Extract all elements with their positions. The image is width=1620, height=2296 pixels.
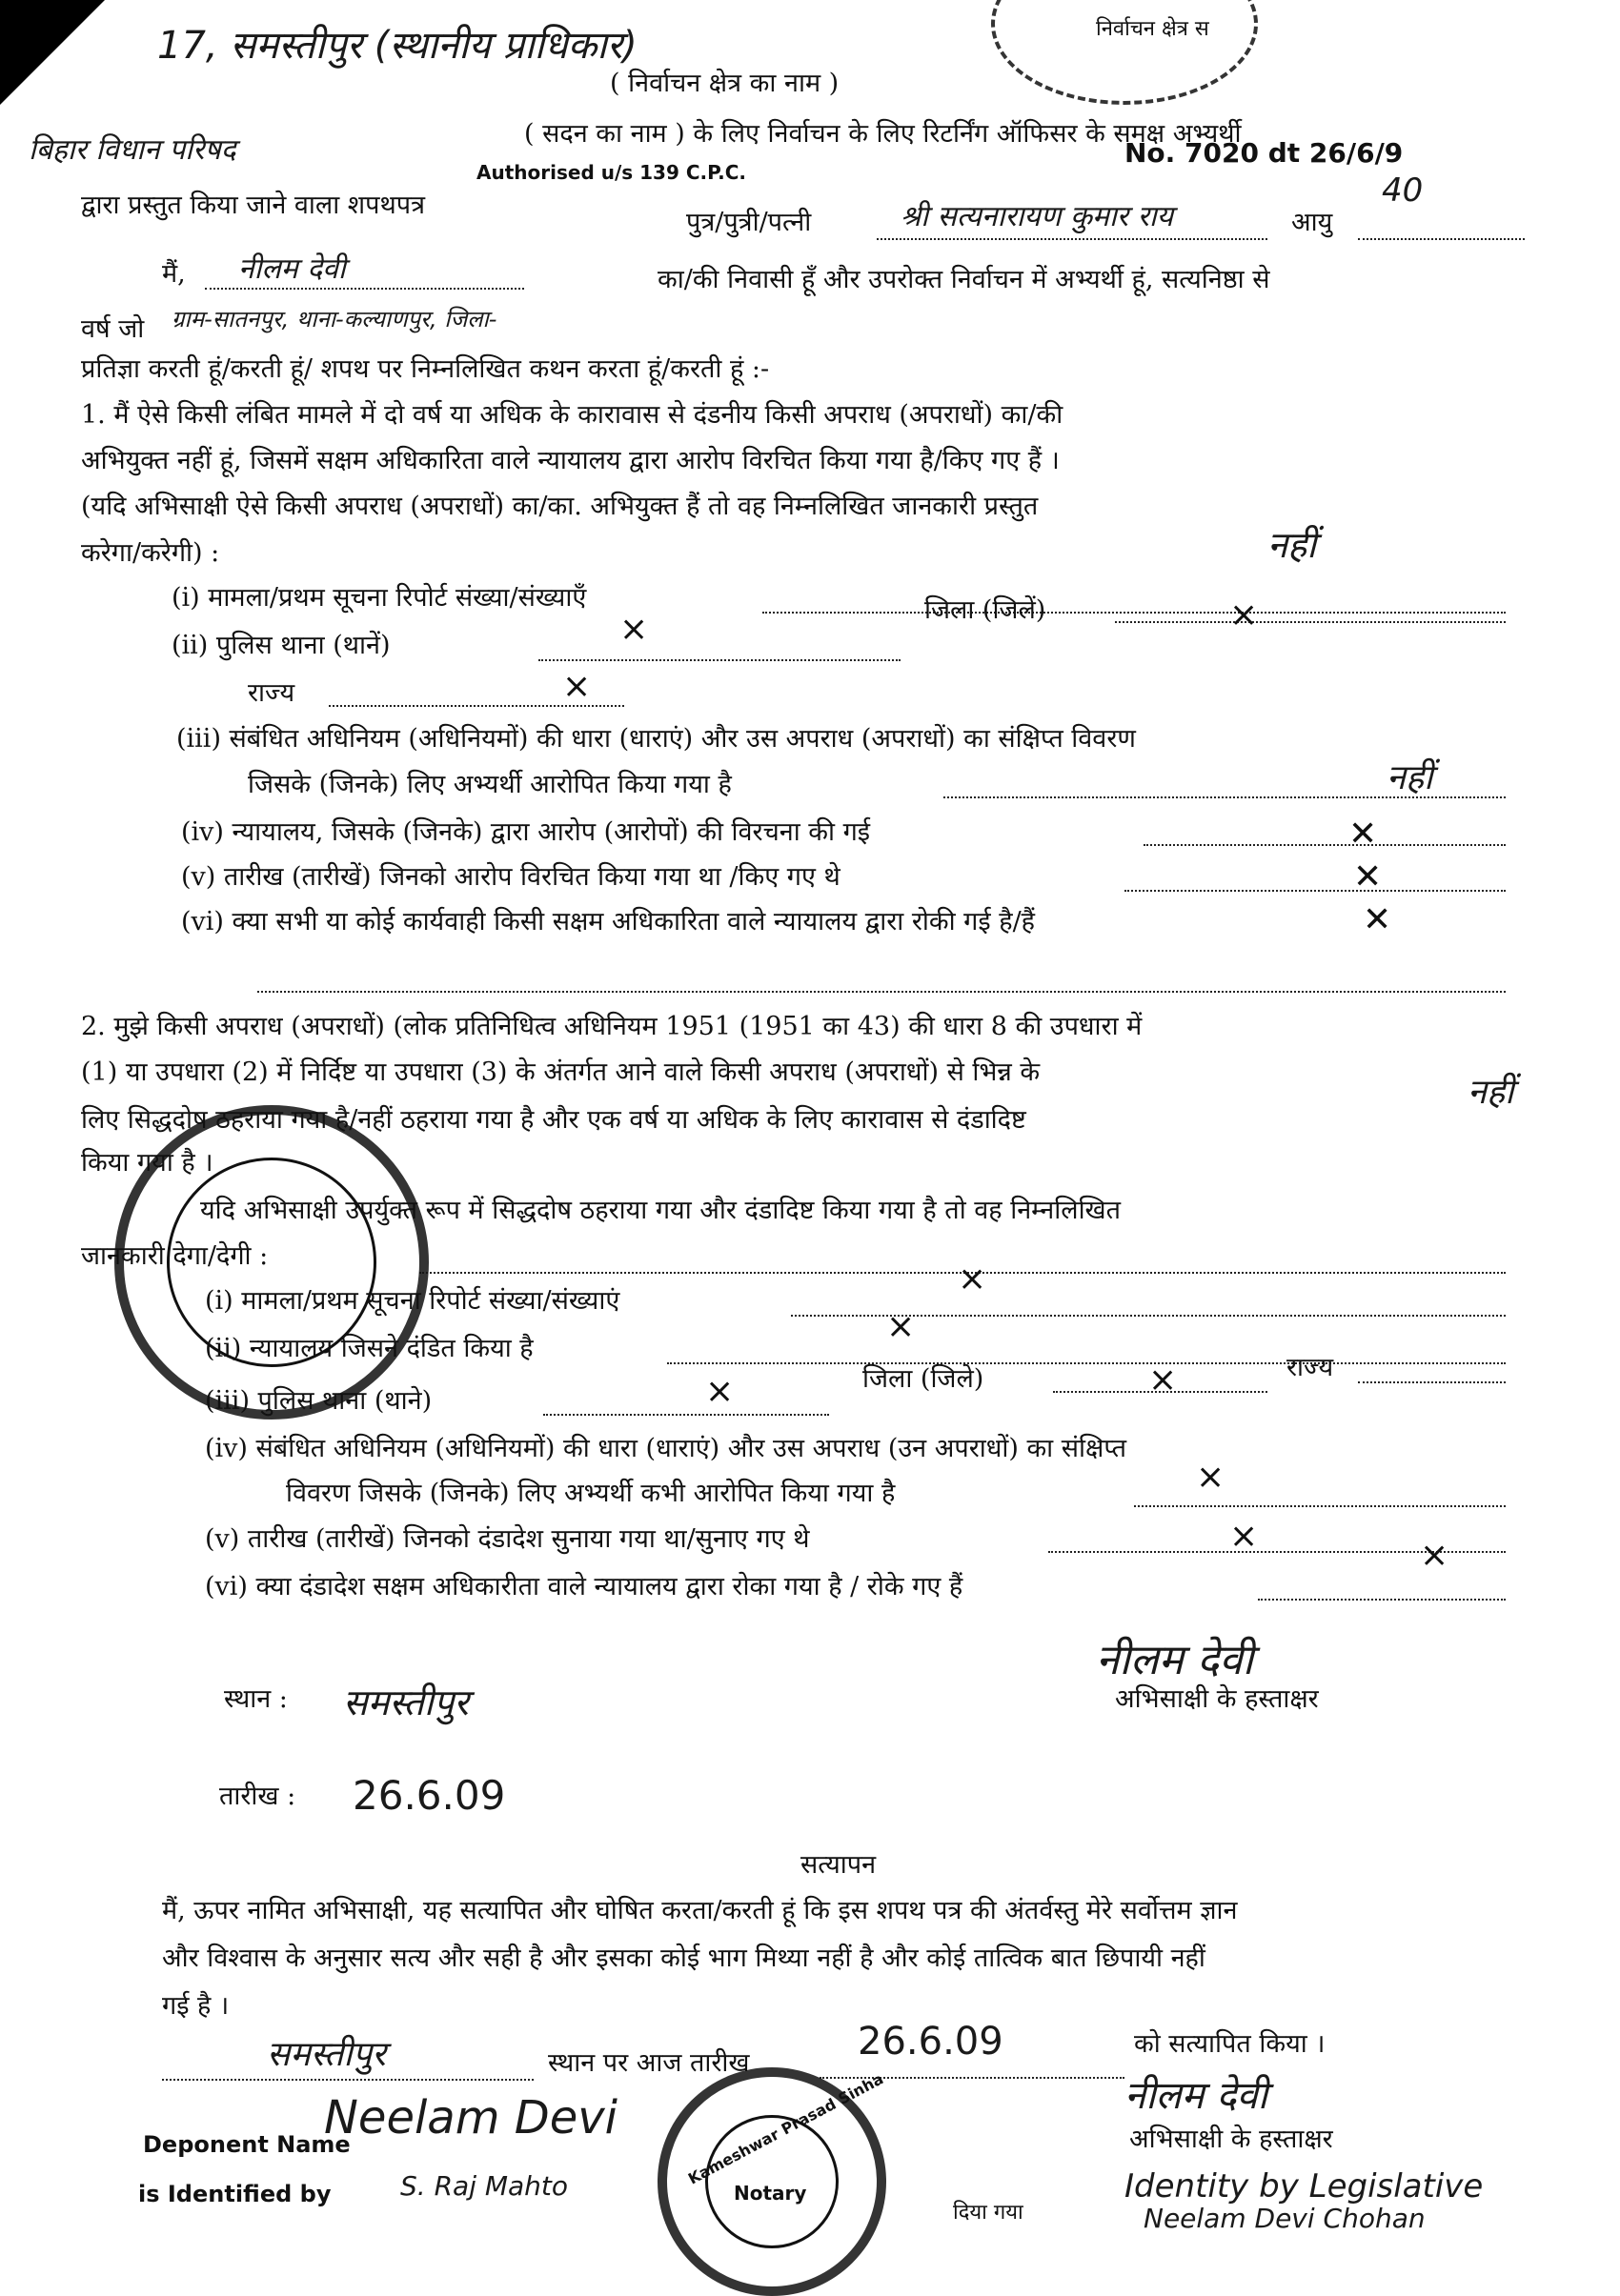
sec2-item-iv-a: (iv) संबंधित अधिनियम (अधिनियमों) की धारा (धाराएं) और उस अपराध (उन अपराधों) का संक्षिप्त [205, 1434, 1127, 1463]
sec2-item-v: (v) तारीख (तारीखें) जिनको दंडादेश सुनाया गया था/सुनाए गए थे [205, 1524, 810, 1554]
sec1-intro-3: (यदि अभिसाक्षी ऐसे किसी अपराध (अपराधों) का/का. अभियुक्त हैं तो वह निम्नलिखित जानकारी प्रस्तुत [81, 492, 1039, 521]
sec2-item-i: (i) मामला/प्रथम सूचना रिपोर्ट संख्या/संख्याएं [205, 1286, 620, 1316]
sec1-district-dotline [1115, 621, 1506, 623]
cross-mark: ⨯ [619, 610, 649, 649]
years-label: वर्ष जो [81, 314, 145, 344]
date-label: तारीख : [219, 1782, 296, 1811]
cross-mark: ✕ [1363, 900, 1392, 939]
name-dotline [205, 288, 524, 290]
cross-mark: ⨯ [1420, 1536, 1449, 1575]
sec2-item-iv-b: विवरण जिसके (जिनके) लिए अभ्यर्थी कभी आरोपित किया गया है [286, 1479, 896, 1508]
house-line: ( सदन का नाम ) के लिए निर्वाचन के लिए रिटर्निंग ऑफिसर के समक्ष अभ्यर्थी [524, 119, 1242, 149]
verification-p1: मैं, ऊपर नामित अभिसाक्षी, यह सत्यापित और घोषित करता/करती हूं कि इस शपथ पत्र की अंतर्वस्तु मेरे सर्वोत्तम ज्ञान [162, 1896, 1238, 1925]
sec1-item-v: (v) तारीख (तारीखें) जिनको आरोप विरचित किया गया था /किए गए थे [181, 862, 840, 892]
address-handwritten: ग्राम-सातनपुर, थाना-कल्याणपुर, जिला- [172, 306, 497, 332]
sec2-state-dotline [1358, 1381, 1506, 1383]
sec1-item-v-dotline [1124, 890, 1506, 892]
guardian-label: पुत्र/पुत्री/पत्नी [686, 208, 812, 237]
cross-mark: ✕ [1348, 815, 1378, 854]
verification-p2: और विश्वास के अनुसार सत्य और सही है और इसका कोई भाग मिथ्या नहीं है और कोई तात्विक बात छिपायी नहीं [162, 1944, 1205, 1973]
sec2-district: जिला (जिले) [862, 1364, 984, 1394]
verification-title: सत्यापन [800, 1850, 877, 1880]
authorised-stamp: Authorised u/s 139 C.P.C. [476, 161, 746, 184]
sec2-line-2: 2. मुझे किसी अपराध (अपराधों) (लोक प्रतिनिधित्व अधिनियम 1951 (1951 का 43) की धारा 8 की उपधारा में [81, 1012, 1143, 1041]
cross-mark: ⨯ [705, 1372, 735, 1411]
identity-handwritten: Identity by Legislative [1124, 2167, 1484, 2205]
cross-mark: ✕ [1353, 857, 1383, 896]
place-label: स्थान : [224, 1684, 288, 1714]
sec1-item-vi-dotline [257, 991, 1506, 993]
verification-date-handwritten: 26.6.09 [858, 2020, 1003, 2064]
sec2-line-5: किया गया है । [81, 1148, 213, 1178]
guardian-handwritten: श्री सत्यनारायण कुमार राय [901, 200, 1174, 233]
constituency-label: ( निर्वाचन क्षेत्र का नाम ) [610, 69, 840, 98]
cross-mark: ⨯ [1229, 1517, 1259, 1556]
sec1-item-ii-dotline [538, 659, 901, 661]
oath-line: प्रतिज्ञा करती हूं/करती हूं/ शपथ पर निम्नलिखित कथन करता हूं/करती हूं :- [81, 354, 770, 384]
age-dotline [1358, 238, 1525, 240]
sec2-item-iii-dotline [543, 1414, 829, 1416]
sec1-intro-1: 1. मैं ऐसे किसी लंबित मामले में दो वर्ष या अधिक के कारावास से दंडनीय किसी अपराध (अपराधों) का/की [81, 400, 1063, 430]
sec1-item-iv: (iv) न्यायालय, जिसके (जिनके) द्वारा आरोप (आरोपों) की विरचना की गई [181, 817, 871, 847]
deponent-signature: नीलम देवी [1096, 1636, 1254, 1684]
identity-handwritten-2: Neelam Devi Chohan [1144, 2203, 1426, 2234]
bottom-cutoff-text: दिया गया [953, 2201, 1023, 2225]
house-handwritten: बिहार विधान परिषद [29, 133, 236, 167]
sec1-item-iii-a: (iii) संबंधित अधिनियम (अधिनियमों) की धारा (धाराएं) और उस अपराध (अपराधों) का संक्षिप्त विवरण [176, 724, 1136, 754]
sec1-district: जिला (जिलें) [924, 595, 1046, 625]
verification-sign-label: अभिसाक्षी के हस्ताक्षर [1129, 2125, 1333, 2154]
verification-signature: नीलम देवी [1124, 2074, 1268, 2118]
guardian-dotline [877, 238, 1267, 240]
resident-text: का/की निवासी हूँ और उपरोक्त निर्वाचन में अभ्यर्थी हूं, सत्यनिष्ठा से [658, 265, 1270, 294]
sec2-line-6: यदि अभिसाक्षी उपर्युक्त रूप में सिद्धदोष ठहराया गया और दंडादिष्ट किया गया है तो वह निम्नलिखित [200, 1196, 1122, 1225]
sec2-item-vi-dotline [1258, 1599, 1506, 1601]
deponent-name-label: Deponent Name [143, 2131, 351, 2158]
date-handwritten: 26.6.09 [353, 1772, 506, 1819]
sec2-item-iii: (iii) पुलिस थाना (थाने) [205, 1386, 433, 1416]
sec1-item-vi: (vi) क्या सभी या कोई कार्यवाही किसी सक्षम अधिकारिता वाले न्यायालय द्वारा रोकी गई है/हैं [181, 907, 1035, 937]
age-label: आयु [1291, 208, 1333, 237]
sec2-item-iv-dotline [1134, 1505, 1506, 1507]
sec2-item-vi: (vi) क्या दंडादेश सक्षम अधिकारीता वाले न्यायालय द्वारा रोका गया है / रोके गए हैं [205, 1572, 963, 1601]
sec1-item-iii-b: जिसके (जिनके) लिए अभ्यर्थी आरोपित किया गया है [248, 770, 732, 799]
sec2-line-3: (1) या उपधारा (2) में निर्दिष्ट या उपधारा (3) के अंतर्गत आने वाले किसी अपराध (अपराधों) से भिन्न के [81, 1057, 1041, 1087]
sec1-nahi-1: नहीं [1267, 524, 1317, 566]
name-handwritten: नीलम देवी [238, 252, 346, 286]
verification-place-dotline [162, 2079, 534, 2081]
sec2-nahi-3: नहीं [1468, 1073, 1514, 1112]
sec1-state: राज्य [248, 678, 295, 708]
scan-corner-mark [0, 0, 105, 105]
sec2-line-7: जानकारी देगा/देगी : [81, 1241, 269, 1271]
cross-mark: ⨯ [1148, 1360, 1178, 1400]
stamp-number: No. 7020 dt 26/6/9 [1124, 137, 1404, 169]
sec1-intro-2: अभियुक्त नहीं हूं, जिसमें सक्षम अधिकारिता वाले न्यायालय द्वारा आरोप विरचित किया गया है/किए गए हैं । [81, 446, 1060, 475]
signature-label: अभिसाक्षी के हस्ताक्षर [1115, 1684, 1319, 1714]
sec2-line-4: लिए सिद्धदोष ठहराया गया है/नहीं ठहराया गया है और एक वर्ष या अधिक के लिए कारावास से दंडादिष्ट [81, 1105, 1026, 1135]
notary-seal-text: Notary [734, 2182, 807, 2205]
sec1-nahi-2: नहीं [1387, 758, 1433, 797]
top-stamp [991, 0, 1258, 105]
notary-seal-ring-text: Kameshwar Prasad Sinha [684, 2069, 887, 2188]
identified-by-handwritten: S. Raj Mahto [400, 2170, 569, 2202]
sec1-intro-4: करेगा/करेगी) : [81, 538, 220, 568]
sec1-item-i: (i) मामला/प्रथम सूचना रिपोर्ट संख्या/संख्याएँ [172, 583, 587, 613]
identified-by-label: is Identified by [138, 2181, 332, 2207]
main-label: मैं, [162, 259, 186, 289]
place-handwritten: समस्तीपुर [343, 1682, 469, 1723]
top-stamp-text: निर्वाचन क्षेत्र स [1096, 17, 1209, 41]
sec2-item-ii: (ii) न्यायालय जिसने दंडित किया है [205, 1334, 534, 1363]
constituency-handwritten: 17, समस्तीपुर (स्थानीय प्राधिकार) [157, 24, 638, 68]
verification-p3: गई है । [162, 1991, 230, 2021]
cross-mark: ⨯ [958, 1259, 987, 1299]
cross-mark: ⨯ [886, 1307, 916, 1346]
age-handwritten: 40 [1382, 171, 1424, 210]
sec1-item-i-dotline [762, 612, 1506, 614]
cross-mark: ⨯ [562, 667, 592, 706]
affidavit-line: द्वारा प्रस्तुत किया जाने वाला शपथपत्र [81, 191, 425, 220]
cross-mark: ⨯ [1229, 595, 1259, 634]
sec2-item-ii-dotline [667, 1362, 1506, 1364]
verification-mid-text: स्थान पर आज तारीख [548, 2048, 750, 2078]
sec1-item-iv-dotline [1144, 844, 1506, 846]
sec2-state: राज्य [1286, 1353, 1334, 1382]
verification-end-text: को सत्यापित किया । [1134, 2029, 1326, 2059]
sec1-item-ii: (ii) पुलिस थाना (थानें) [172, 631, 391, 660]
verification-place-handwritten: समस्तीपुर [267, 2035, 386, 2074]
cross-mark: ⨯ [1196, 1458, 1225, 1497]
deponent-name-handwritten: Neelam Devi [324, 2091, 618, 2145]
